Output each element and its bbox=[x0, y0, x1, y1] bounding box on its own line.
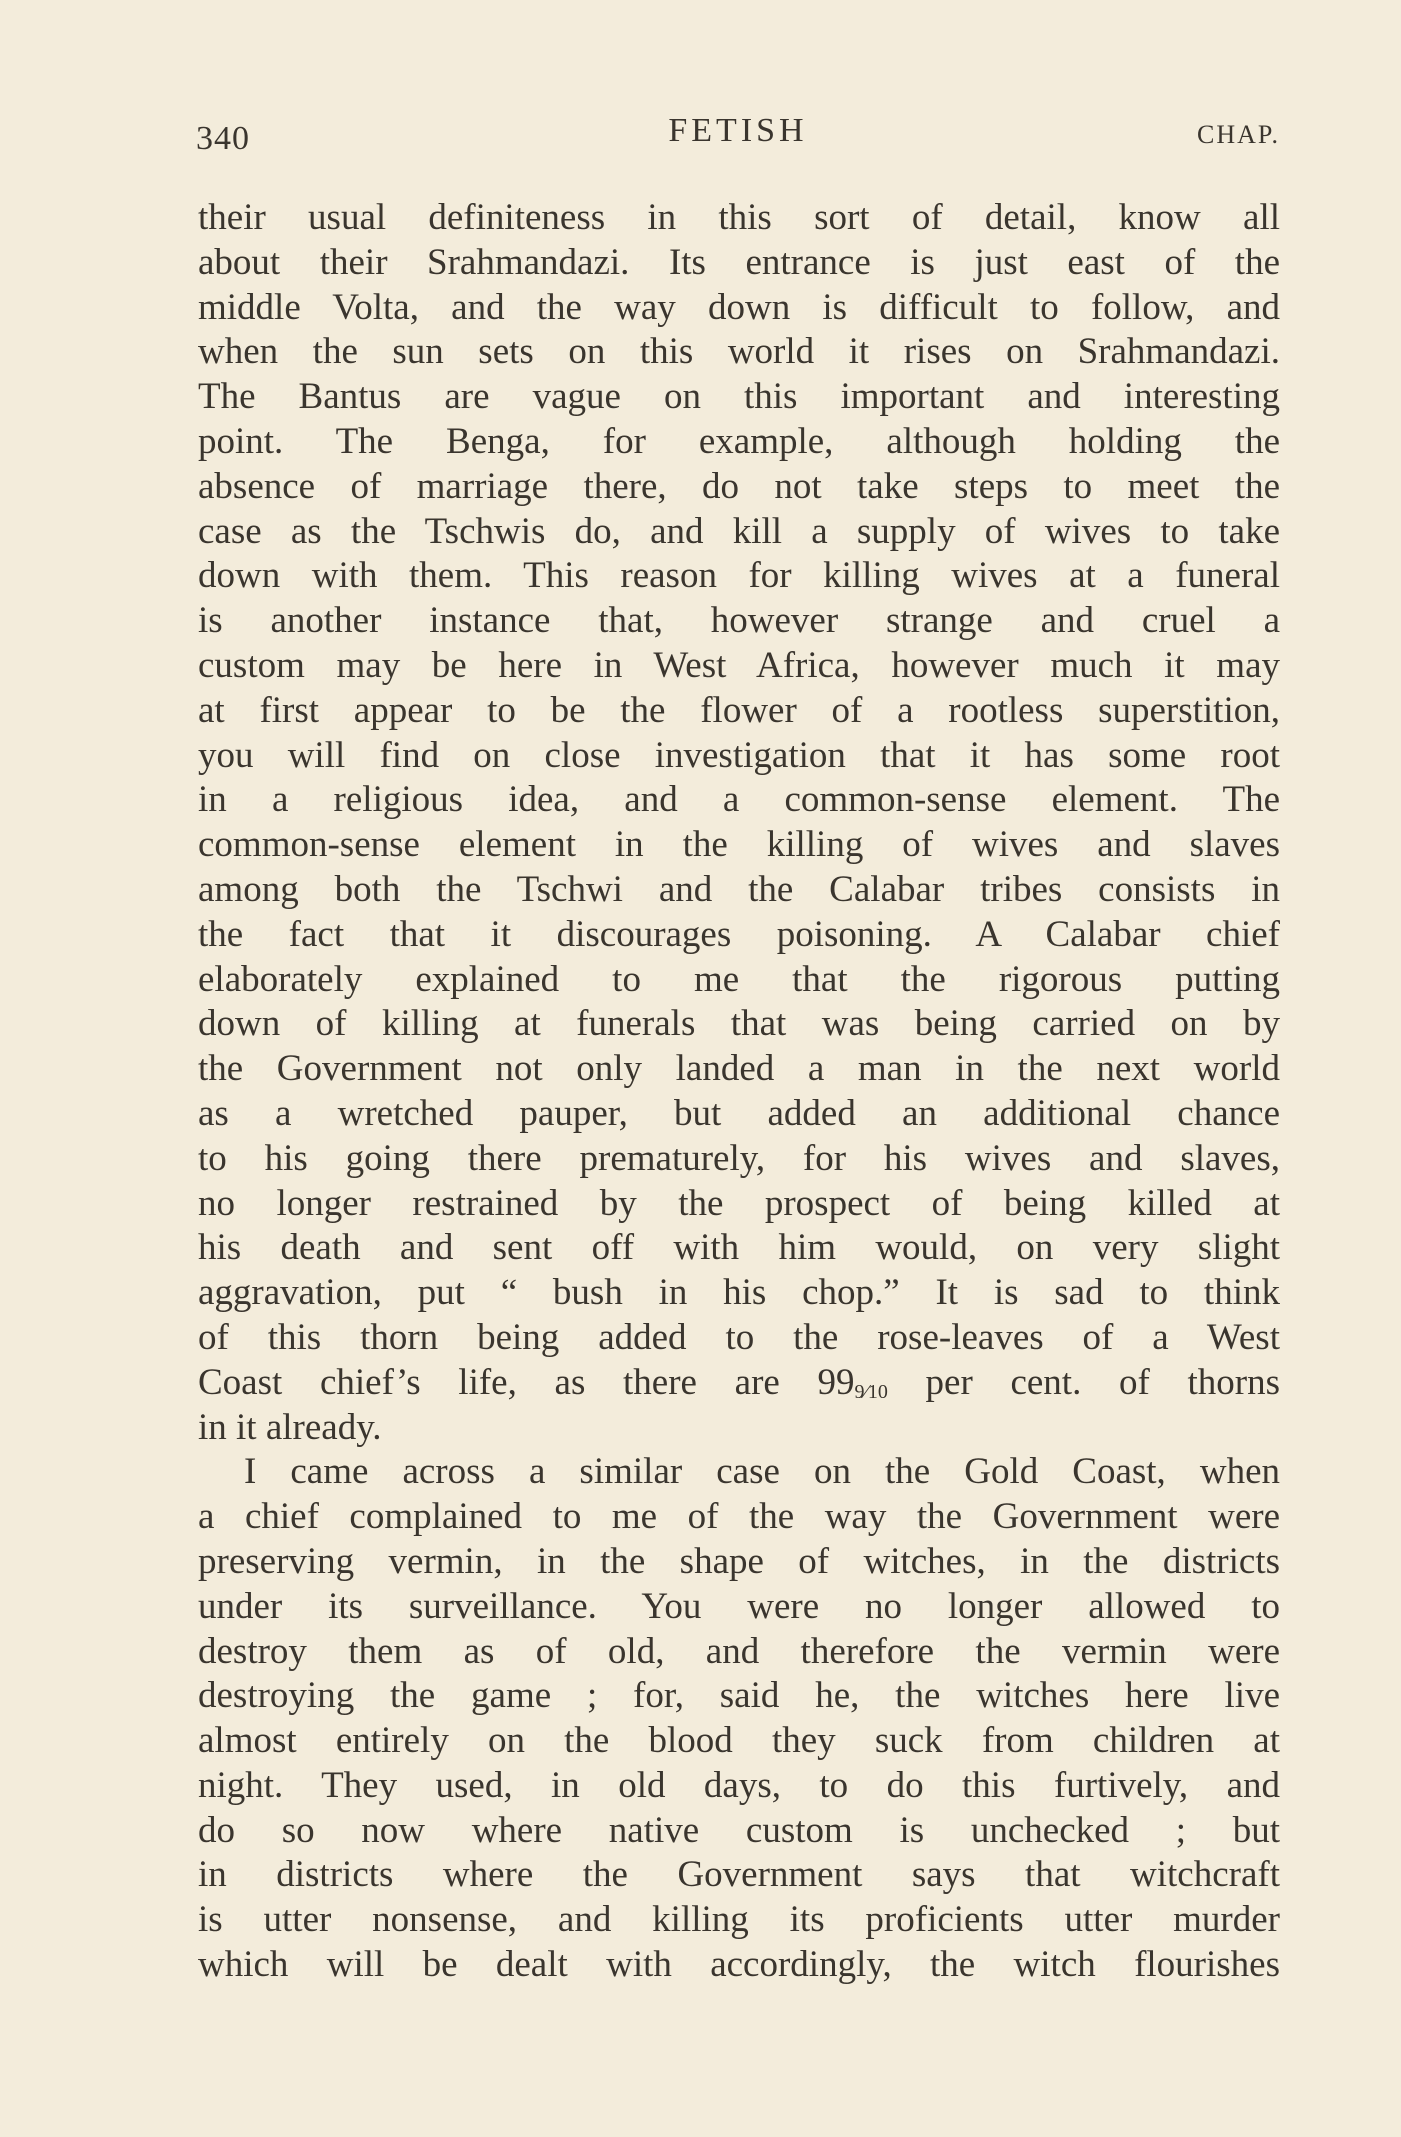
text-line: is utter nonsense, and killing its proficients utter murder bbox=[198, 1899, 1280, 1941]
text-line: at first appear to be the flower of a rootless superstition, bbox=[198, 689, 1280, 731]
paragraph bbox=[198, 196, 1280, 1450]
text-line: elaborately explained to me that the rigorous putting bbox=[198, 958, 1280, 1000]
text-line: a chief complained to me of the way the Government were bbox=[198, 1496, 1280, 1538]
text-line: is another instance that, however strange and cruel a bbox=[198, 600, 1280, 642]
page-number: 340 bbox=[196, 120, 250, 157]
text-line: when the sun sets on this world it rises on Srahmandazi. bbox=[198, 331, 1280, 373]
text-line: of this thorn being added to the rose-leaves of a West bbox=[198, 1316, 1280, 1358]
text-line: in it already. bbox=[198, 1406, 382, 1448]
text-line: to his going there prematurely, for his wives and slaves, bbox=[198, 1137, 1280, 1179]
text-line bbox=[198, 1361, 1280, 1406]
chapter-label: CHAP. bbox=[1197, 120, 1280, 149]
text-line: night. They used, in old days, to do this furtively, and bbox=[198, 1764, 1280, 1806]
text-line: middle Volta, and the way down is difficult to follow, and bbox=[198, 286, 1280, 328]
text-segment: Coast chief’s life, as there are 99 bbox=[198, 1361, 855, 1403]
text-line: as a wretched pauper, but added an additional chance bbox=[198, 1092, 1280, 1134]
running-head bbox=[196, 112, 1280, 162]
text-line: under its surveillance. You were no longer allowed to bbox=[198, 1585, 1280, 1627]
body-text bbox=[198, 196, 1280, 1988]
text-line: I came across a similar case on the Gold Coast, when bbox=[244, 1451, 1280, 1493]
text-line: do so now where native custom is unchecked ; but bbox=[198, 1809, 1280, 1851]
text-line: case as the Tschwis do, and kill a supply of wives to take bbox=[198, 510, 1280, 552]
text-line: destroy them as of old, and therefore the vermin were bbox=[198, 1630, 1280, 1672]
text-line: which will be dealt with accordingly, the witch flourishes bbox=[198, 1944, 1280, 1986]
text-line: among both the Tschwi and the Calabar tribes consists in bbox=[198, 868, 1280, 910]
text-line: almost entirely on the blood they suck from children at bbox=[198, 1720, 1280, 1762]
text-line: their usual definiteness in this sort of detail, know all bbox=[198, 197, 1280, 238]
text-line: common-sense element in the killing of wives and slaves bbox=[198, 824, 1280, 866]
text-line: destroying the game ; for, said he, the witches here live bbox=[198, 1675, 1280, 1717]
text-line: the Government not only landed a man in the next world bbox=[198, 1048, 1280, 1090]
text-line: aggravation, put “ bush in his chop.” It is sad to think bbox=[198, 1272, 1280, 1314]
text-line: his death and sent off with him would, on very slight bbox=[198, 1227, 1280, 1269]
text-line: about their Srahmandazi. Its entrance is just east of the bbox=[198, 241, 1280, 283]
text-line: preserving vermin, in the shape of witches, in the districts bbox=[198, 1540, 1280, 1582]
text-line: The Bantus are vague on this important and interesting bbox=[198, 376, 1280, 418]
fraction: 9⁄10 bbox=[854, 1380, 888, 1403]
text-segment: per cent. of thorns bbox=[887, 1361, 1280, 1403]
running-title: FETISH bbox=[668, 112, 808, 149]
text-line: in districts where the Government says that witchcraft bbox=[198, 1854, 1280, 1896]
paragraph bbox=[198, 1450, 1280, 1988]
text-line: absence of marriage there, do not take steps to meet the bbox=[198, 465, 1280, 507]
text-line: no longer restrained by the prospect of being killed at bbox=[198, 1182, 1280, 1224]
text-line: point. The Benga, for example, although holding the bbox=[198, 420, 1280, 462]
text-line: down with them. This reason for killing wives at a funeral bbox=[198, 555, 1280, 597]
text-line: the fact that it discourages poisoning. A Calabar chief bbox=[198, 913, 1280, 955]
text-line: down of killing at funerals that was being carried on by bbox=[198, 1003, 1280, 1045]
text-line: custom may be here in West Africa, however much it may bbox=[198, 644, 1280, 686]
text-line: in a religious idea, and a common-sense element. The bbox=[198, 779, 1280, 821]
text-line: you will find on close investigation that it has some root bbox=[198, 734, 1280, 776]
